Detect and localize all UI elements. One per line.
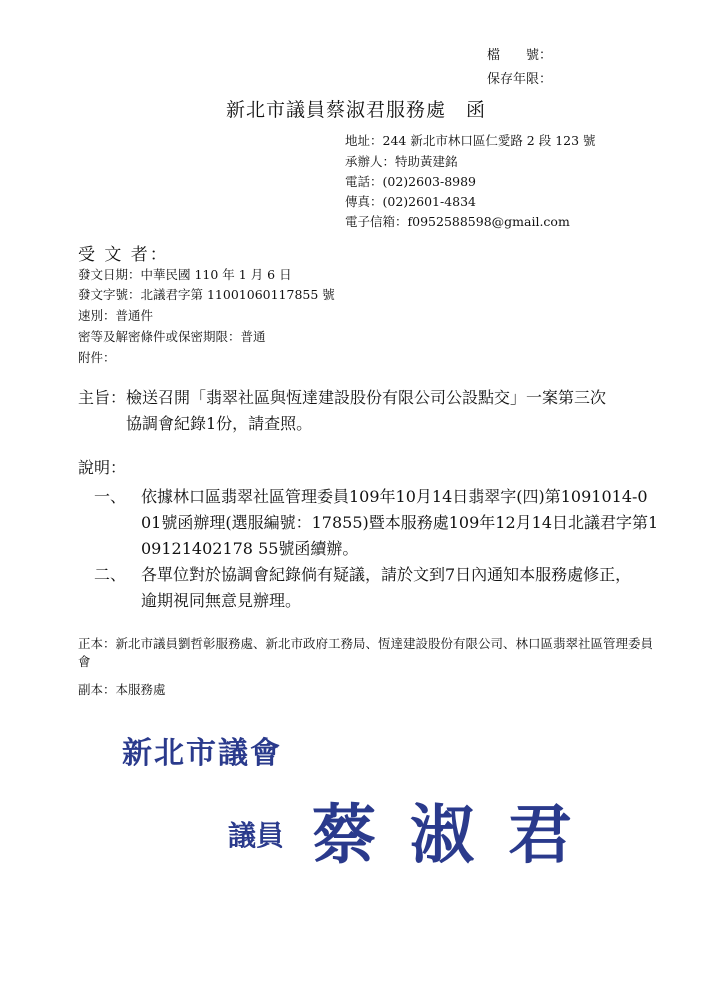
councilor-title-seal: 議員 <box>228 819 285 852</box>
original-recipients: 正本：新北市議員劉哲彰服務處、新北市政府工務局、恆達建設股份有限公司、林口區翡翠社區管理委員會 <box>78 636 654 669</box>
subject-line-2: 協調會紀錄1份，請查照。 <box>126 414 313 433</box>
phone-number: 電話：(02)2603-8989 <box>345 174 477 189</box>
document-number: 發文字號：北議君字第 11001060117855 號 <box>78 287 335 302</box>
explanation-item-2-number: 二、 <box>94 565 127 584</box>
sender-address: 地址：244 新北市林口區仁愛路 2 段 123 號 <box>345 133 596 148</box>
security-level: 密等及解密條件或保密期限：普通 <box>78 329 266 344</box>
explanation-item-1-number: 一、 <box>94 487 127 506</box>
recipient-label: 受 文 者： <box>78 245 169 265</box>
councilor-name-seal: 蔡淑君 <box>312 799 606 873</box>
email-address: 電子信箱：f0952588598@gmail.com <box>345 214 570 229</box>
explanation-item-2-line-1: 各單位對於協調會紀錄倘有疑議，請於文到7日內通知本服務處修正， <box>141 565 632 584</box>
retention-period-label: 保存年限： <box>487 72 553 87</box>
explanation-item-1-line-3: 09121402178 55號函續辦。 <box>141 539 359 558</box>
issue-date: 發文日期：中華民國 110 年 1 月 6 日 <box>78 267 292 282</box>
file-number-label: 檔 號： <box>487 48 553 63</box>
explanation-label: 說明： <box>78 458 127 477</box>
explanation-item-1-line-1: 依據林口區翡翠社區管理委員109年10月14日翡翠字(四)第1091014-0 <box>141 487 648 506</box>
subject-line-1: 主旨：檢送召開「翡翠社區與恆達建設股份有限公司公設點交」一案第三次 <box>78 388 607 407</box>
contact-person: 承辦人：特助黃建銘 <box>345 154 458 169</box>
council-seal-text: 新北市議會 <box>122 736 282 771</box>
explanation-item-2-line-2: 逾期視同無意見辦理。 <box>141 591 302 610</box>
delivery-speed: 速別：普通件 <box>78 308 154 323</box>
attachment-label: 附件： <box>78 350 116 365</box>
copy-recipients: 副本：本服務處 <box>78 682 166 697</box>
fax-number: 傳真：(02)2601-4834 <box>345 194 477 209</box>
explanation-item-1-line-2: 01號函辦理(選服編號：17855)暨本服務處109年12月14日北議君字第1 <box>141 513 659 532</box>
document-title: 新北市議員蔡淑君服務處 函 <box>226 99 487 121</box>
